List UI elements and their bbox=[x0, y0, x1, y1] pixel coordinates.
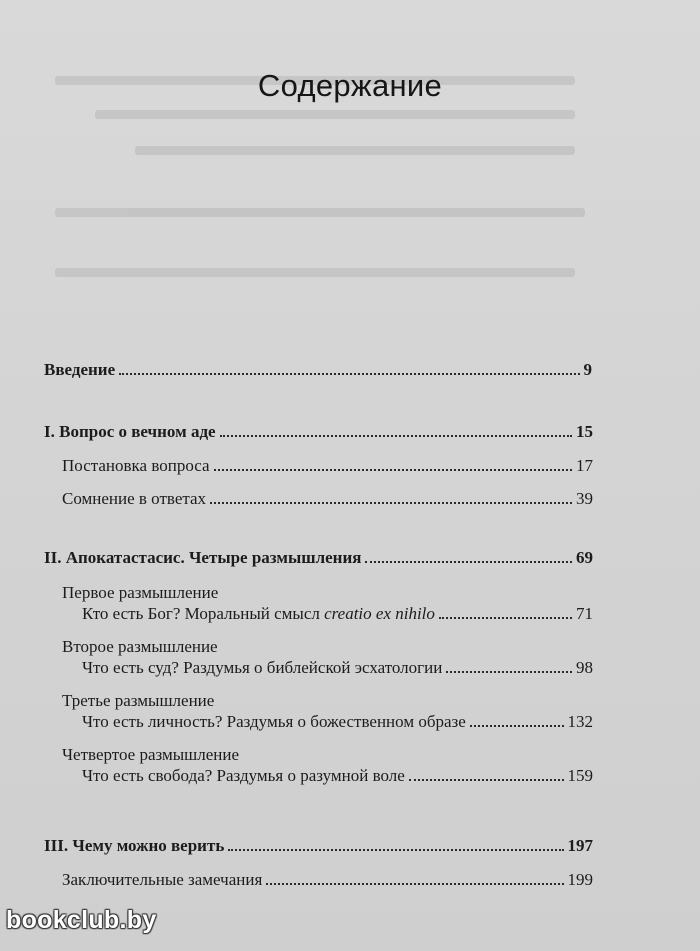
toc-entry-meditation-2[interactable] bbox=[82, 657, 593, 678]
dot-leader bbox=[210, 488, 572, 504]
toc-label-text: Кто есть Бог? Моральный смысл bbox=[82, 604, 325, 623]
dot-leader bbox=[266, 869, 563, 885]
dot-leader bbox=[220, 421, 572, 437]
toc-label: II. Апокатастасис. Четыре размышления bbox=[44, 548, 362, 567]
toc-meditation-heading-4: Четвертое размышление bbox=[62, 745, 240, 764]
toc-label: Что есть личность? Раздумья о божественном образе bbox=[82, 712, 466, 731]
toc-label: Введение bbox=[44, 360, 116, 379]
toc-entry-part1[interactable] bbox=[44, 421, 593, 442]
page-title: Содержание bbox=[257, 68, 443, 103]
dot-leader bbox=[119, 359, 579, 375]
dot-leader bbox=[365, 547, 572, 563]
dot-leader bbox=[446, 657, 572, 673]
dot-leader bbox=[470, 711, 564, 727]
toc-entry-intro[interactable] bbox=[44, 359, 592, 380]
dot-leader bbox=[409, 765, 564, 781]
toc-meditation-heading-3: Третье размышление bbox=[62, 691, 215, 710]
toc-page-number: 159 bbox=[567, 766, 593, 785]
toc-label: III. Чему можно верить bbox=[44, 836, 225, 855]
toc-page-number: 71 bbox=[576, 604, 593, 623]
toc-page-number: 69 bbox=[576, 548, 593, 567]
toc-page-number: 98 bbox=[576, 658, 593, 677]
toc-entry-part1-b[interactable] bbox=[62, 488, 593, 509]
dot-leader bbox=[214, 455, 572, 471]
dot-leader bbox=[228, 835, 563, 851]
toc-entry-part3-a[interactable] bbox=[62, 869, 593, 890]
toc-page-number: 9 bbox=[583, 360, 592, 379]
toc-label: Что есть свобода? Раздумья о разумной воле bbox=[82, 766, 405, 785]
toc-label: Сомнение в ответах bbox=[62, 489, 207, 508]
toc-page-number: 132 bbox=[567, 712, 593, 731]
toc-label bbox=[82, 604, 439, 624]
toc-page-number: 15 bbox=[576, 422, 593, 441]
watermark-logo: bookclub.by bbox=[6, 906, 157, 934]
toc-entry-part2[interactable] bbox=[44, 547, 593, 568]
toc-entry-meditation-3[interactable] bbox=[82, 711, 593, 732]
toc-label: Что есть суд? Раздумья о библейской эсхатологии bbox=[82, 658, 443, 677]
toc-meditation-heading-1: Первое размышление bbox=[62, 583, 219, 602]
toc-label: Заключительные замечания bbox=[62, 870, 263, 889]
toc-label-italic: creatio ex nihilo bbox=[324, 604, 435, 623]
toc-page-number: 197 bbox=[567, 836, 593, 855]
toc-page-number: 39 bbox=[576, 489, 593, 508]
toc-entry-part1-a[interactable] bbox=[62, 455, 593, 476]
toc-page-number: 17 bbox=[576, 456, 593, 475]
toc-label: I. Вопрос о вечном аде bbox=[44, 422, 216, 441]
toc-entry-meditation-4[interactable] bbox=[82, 765, 593, 786]
toc-entry-part3[interactable] bbox=[44, 835, 593, 856]
toc-entry-meditation-1[interactable] bbox=[82, 603, 593, 624]
toc-label: Постановка вопроса bbox=[62, 456, 210, 475]
dot-leader bbox=[439, 603, 572, 619]
toc-page-number: 199 bbox=[567, 870, 593, 889]
toc-meditation-heading-2: Второе размышление bbox=[62, 637, 218, 656]
